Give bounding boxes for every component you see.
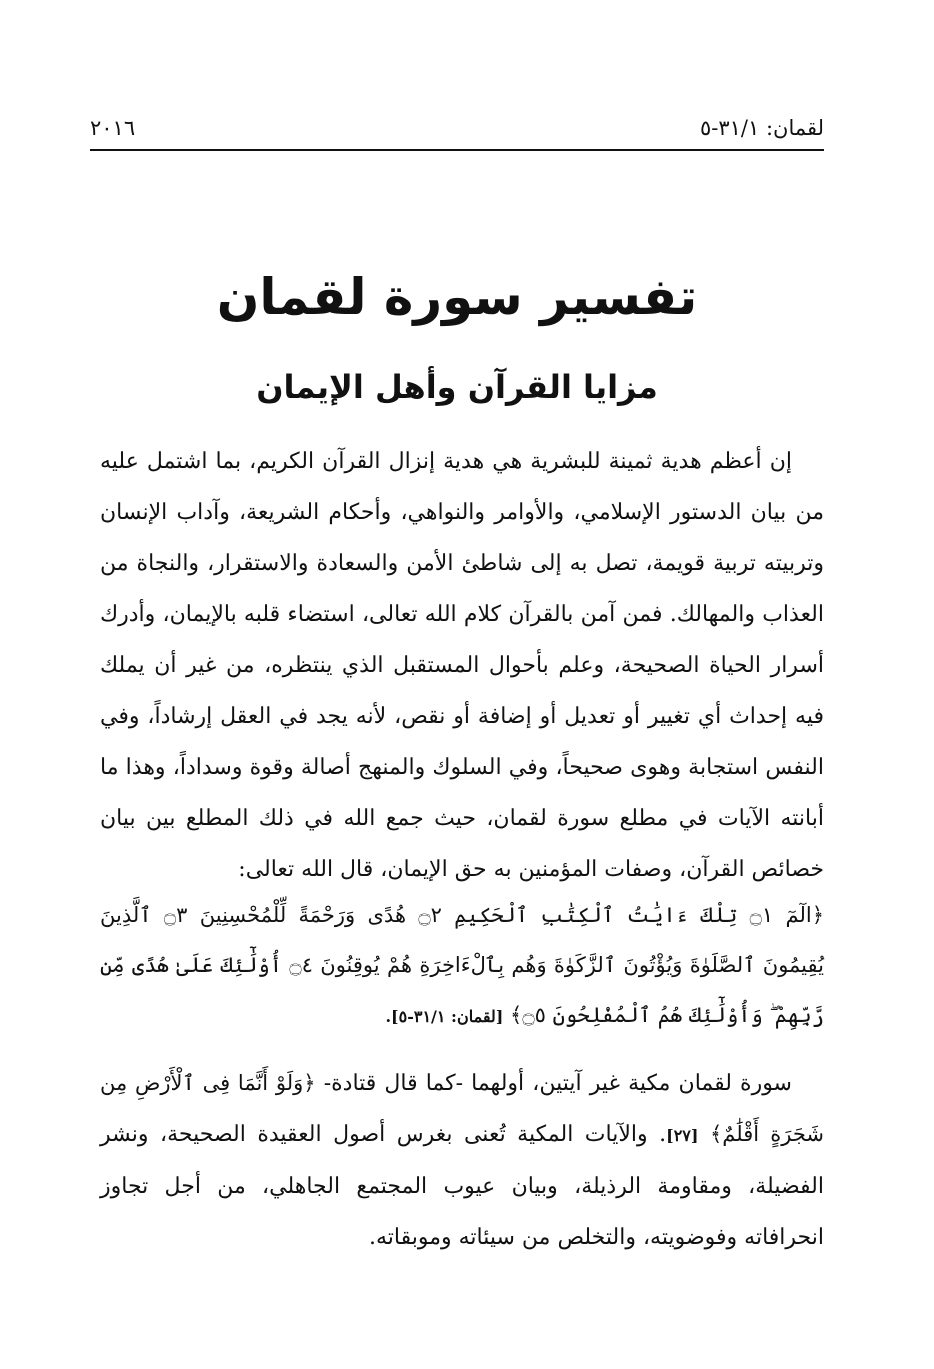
context-rest: . والآيات المكية تُعنى بغرس أصول العقيدة الصحيحة، ونشر الفضيلة، ومقاومة الرذيلة، وبيان عيوب المجتمع الجاهلي، من أجل تجاوز انحرافاته وفوضويته، والتخلص من سيئاته وموبقاته. [100,1122,824,1250]
context-intro: سورة لقمان مكية غير آيتين، أولهما -كما قال قتادة- [315,1071,792,1096]
running-header [90,112,824,148]
header-divider [90,149,824,151]
inline-verse-reference: [٢٧] [666,1126,699,1145]
page-title: تفسير سورة لقمان [216,268,698,326]
section-subtitle: مزايا القرآن وأهل الإيمان [256,368,658,406]
quran-passage [100,890,824,1042]
intro-paragraph: إن أعظم هدية ثمينة للبشرية هي هدية إنزال القرآن الكريم، بما اشتمل عليه من بيان الدستور الإسلامي، والأوامر والنواهي، وأحكام الشريعة، وآداب الإنسان وتربيته تربية قويمة، تصل به إلى شاطئ الأمن والسعادة والاستقرار، والنجاة من العذاب والمهالك. فمن آمن بالقرآن كلام الله تعالى، استضاء قلبه بالإيمان، وأدرك أسرار الحياة الصحيحة، وعلم بأحوال المستقبل الذي ينتظره، من غير أن يملك فيه إحداث أي تغيير أو تعديل أو إضافة أو نقص، لأنه يجد في العقل إرشاداً، وفي النفس استجابة وهوى صحيحاً، وفي السلوك والمنهج أصالة وقوة وسداداً، وهذا ما أبانته الآيات في مطلع سورة لقمان، حيث جمع الله في ذلك المطلع بين بيان خصائص القرآن، وصفات المؤمنين به حق الإيمان، قال الله تعالى: [100,449,824,882]
context-paragraph [100,1058,824,1263]
page-number: ٢٠١٦ [90,116,136,140]
inline-verse: ﴿وَلَوْ أَنَّمَا فِى ٱلْأَرْضِ مِن شَجَرَةٍ أَقْلَٰمٌ﴾ [100,1071,824,1146]
quran-reference: [لقمان: ٣١/١-٥]. [385,1007,504,1026]
quran-verses: ﴿الٓمٓ ۝١ تِلْكَ ءَايَٰتُ ٱلْكِتَٰبِ ٱلْحَكِيمِ ۝٢ هُدًى وَرَحْمَةً لِّلْمُحْسِنِينَ ۝٣ ٱلَّذِينَ يُقِيمُونَ ٱلصَّلَوٰةَ وَيُؤْتُونَ ٱلزَّكَوٰةَ وَهُم بِٱلْءَاخِرَةِ هُمْ يُوقِنُونَ ۝٤ أُوْلَٰٓئِكَ عَلَىٰ هُدًى مِّن رَّبِّهِمْ ۖ وَأُوْلَٰٓئِكَ هُمُ ٱلْمُفْلِحُونَ ۝٥﴾ [100,903,824,1027]
surah-reference: لقمان: ٣١/١-٥ [699,116,824,140]
